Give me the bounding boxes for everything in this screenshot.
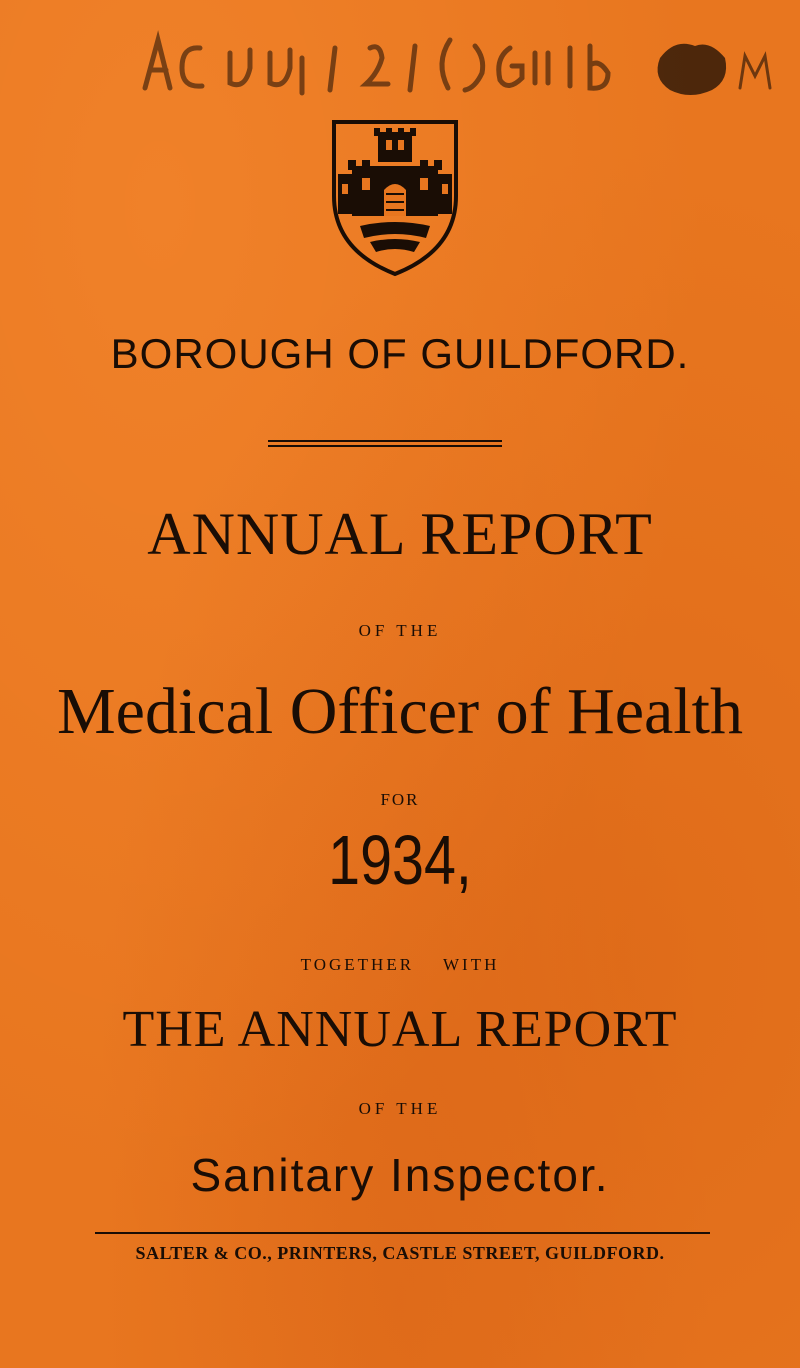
footer-divider bbox=[95, 1232, 710, 1234]
report-title-sanitary-inspector: Sanitary Inspector. bbox=[190, 1149, 610, 1201]
borough-heading: BOROUGH OF GUILDFORD. bbox=[110, 330, 690, 377]
report-title-medical-officer: Medical Officer of Health bbox=[57, 675, 743, 748]
report-title-annual-report: ANNUAL REPORT bbox=[147, 501, 653, 567]
for-label: FOR bbox=[380, 790, 420, 809]
handwritten-shelfmark bbox=[130, 18, 780, 108]
together-with-label: TOGETHER WITH bbox=[300, 955, 500, 974]
report-year: 1934, bbox=[328, 821, 472, 899]
of-the-label-1: OF THE bbox=[358, 621, 442, 640]
borough-arms-castle-icon bbox=[330, 118, 460, 278]
report-title-second-annual-report: THE ANNUAL REPORT bbox=[122, 1001, 678, 1058]
double-divider bbox=[268, 440, 502, 447]
printer-imprint: SALTER & CO., PRINTERS, CASTLE STREET, GUILDFORD. bbox=[135, 1243, 665, 1263]
of-the-label-2: OF THE bbox=[358, 1099, 442, 1118]
